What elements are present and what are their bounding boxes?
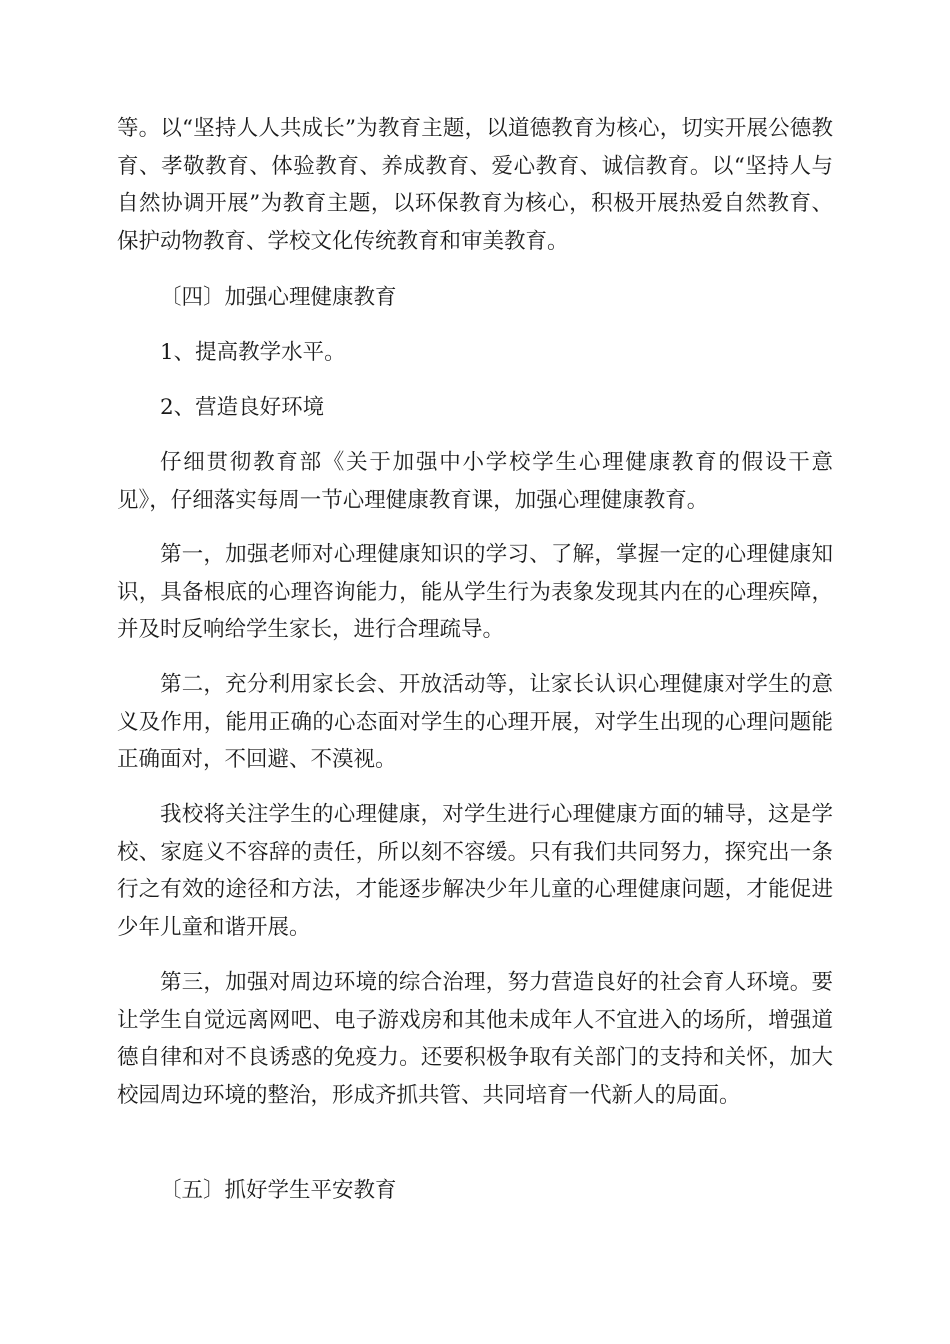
paragraph-first-point: 第一，加强老师对心理健康知识的学习、了解，掌握一定的心理健康知识，具备根底的心理咨询能力，能从学生行为表象发现其内在的心理疾障，并及时反响给学生家长，进行合理疏导。 <box>117 542 833 642</box>
paragraph-third-point: 第三，加强对周边环境的综合治理，努力营造良好的社会育人环境。要让学生自觉远离网吧、电子游戏房和其他未成年人不宜进入的场所，增强道德自律和对不良诱惑的免疫力。还要积极争取有关部门的支持和关怀，加大校园周边环境的整治，形成齐抓共管、共同培育一代新人的局面。 <box>117 970 833 1108</box>
paragraph-ministry-opinion: 仔细贯彻教育部《关于加强中小学校学生心理健康教育的假设干意见》，仔细落实每周一节心理健康教育课，加强心理健康教育。 <box>117 450 833 513</box>
section-heading-mental-health: 〔四〕加强心理健康教育 <box>160 285 397 310</box>
paragraph-moral-education: 等。以“坚持人人共成长”为教育主题，以道德教育为核心，切实开展公德教育、孝敬教育、体验教育、养成教育、爱心教育、诚信教育。以“坚持人与自然协调开展”为教育主题，以环保教育为核心，积极开展热爱自然教育、保护动物教育、学校文化传统教育和审美教育。 <box>117 116 833 254</box>
paragraph-second-point: 第二，充分利用家长会、开放活动等，让家长认识心理健康对学生的意义及作用，能用正确的心态面对学生的心理开展，对学生出现的心理问题能正确面对，不回避、不漠视。 <box>117 672 833 772</box>
list-item-teaching-level: 1、提高教学水平。 <box>160 340 346 365</box>
list-item-environment: 2、营造良好环境 <box>160 395 325 420</box>
paragraph-school-focus: 我校将关注学生的心理健康，对学生进行心理健康方面的辅导，这是学校、家庭义不容辞的责任，所以刻不容缓。只有我们共同努力，探究出一条行之有效的途径和方法，才能逐步解决少年儿童的心理健康问题，才能促进少年儿童和谐开展。 <box>117 802 833 940</box>
section-heading-safety: 〔五〕抓好学生平安教育 <box>160 1178 397 1203</box>
